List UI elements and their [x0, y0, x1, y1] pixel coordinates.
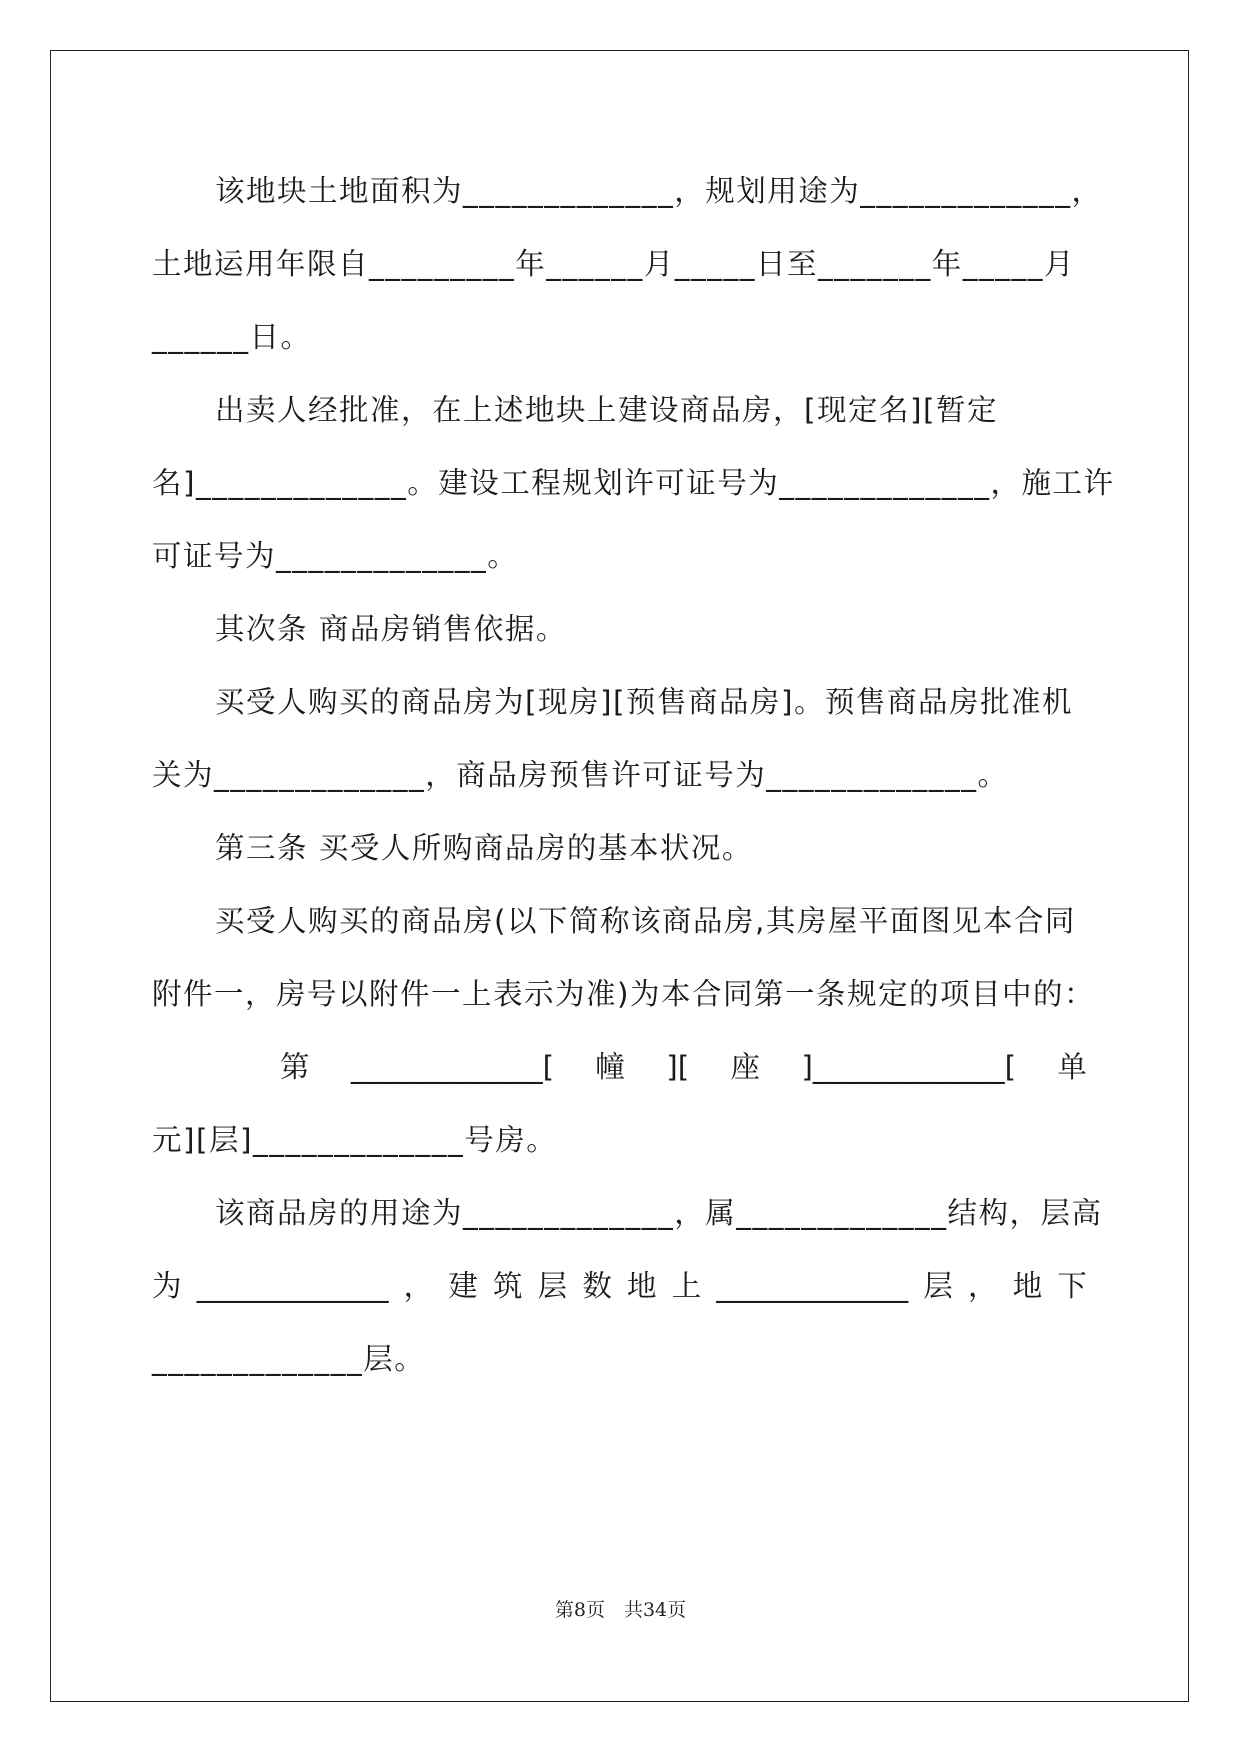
- text-fragment: ，: [968, 1269, 998, 1303]
- text-line: 买受人购买的商品房为[现房][预售商品房]。预售商品房批准机: [215, 685, 1074, 719]
- text-fragment: 为: [152, 1269, 182, 1303]
- text-fragment: ][: [666, 1050, 690, 1084]
- text-fragment: 地: [627, 1269, 657, 1303]
- text-fragment: 座: [730, 1050, 761, 1084]
- page-number: 第8页 共34页: [554, 1599, 687, 1621]
- text-fragment: ]_____________[: [801, 1050, 1017, 1084]
- justified-line: [280, 1044, 1087, 1090]
- text-line: 关为_____________，商品房预售许可证号为_____________。: [152, 758, 1009, 792]
- section-heading: 第三条 买受人所购商品房的基本状况。: [215, 831, 753, 865]
- text-fragment: 建: [448, 1269, 478, 1303]
- text-fragment: 筑: [492, 1269, 523, 1303]
- text-line: ______日。: [152, 320, 312, 354]
- justified-line: [152, 1263, 1087, 1309]
- text-line: 名]_____________。建设工程规划许可证号为_____________，施工许: [152, 466, 1115, 500]
- text-fragment: 下: [1057, 1269, 1087, 1303]
- text-fragment: _____________: [716, 1269, 909, 1303]
- text-fragment: 单: [1057, 1050, 1087, 1084]
- text-fragment: 第: [280, 1050, 310, 1084]
- text-line: 该地块土地面积为_____________，规划用途为_____________，: [215, 174, 1103, 208]
- text-line: 可证号为_____________。: [152, 539, 519, 573]
- text-fragment: _____________: [196, 1269, 389, 1303]
- text-fragment: 数: [582, 1269, 612, 1303]
- text-line: 元][层]_____________号房。: [152, 1123, 558, 1157]
- text-fragment: 幢: [595, 1050, 625, 1084]
- section-heading: 其次条 商品房销售依据。: [215, 612, 567, 646]
- text-line: 买受人购买的商品房(以下简称该商品房,其房屋平面图见本合同: [215, 904, 1076, 938]
- text-fragment: _____________[: [350, 1050, 555, 1084]
- text-fragment: ，: [403, 1269, 434, 1303]
- text-fragment: 上: [671, 1269, 702, 1303]
- text-line: 附件一，房号以附件一上表示为准)为本合同第一条规定的项目中的：: [152, 977, 1096, 1011]
- text-fragment: 地: [1012, 1269, 1043, 1303]
- text-fragment: 层: [537, 1269, 568, 1303]
- text-line: 土地运用年限自_________年______月_____日至_______年_____月: [152, 247, 1076, 281]
- text-fragment: 层: [923, 1269, 953, 1303]
- text-line: _____________层。: [152, 1342, 426, 1376]
- text-line: 出卖人经批准，在上述地块上建设商品房，[现定名][暂定: [215, 393, 999, 427]
- page-border: [50, 50, 1189, 1702]
- text-line: 该商品房的用途为_____________，属_____________结构，层高: [215, 1196, 1103, 1230]
